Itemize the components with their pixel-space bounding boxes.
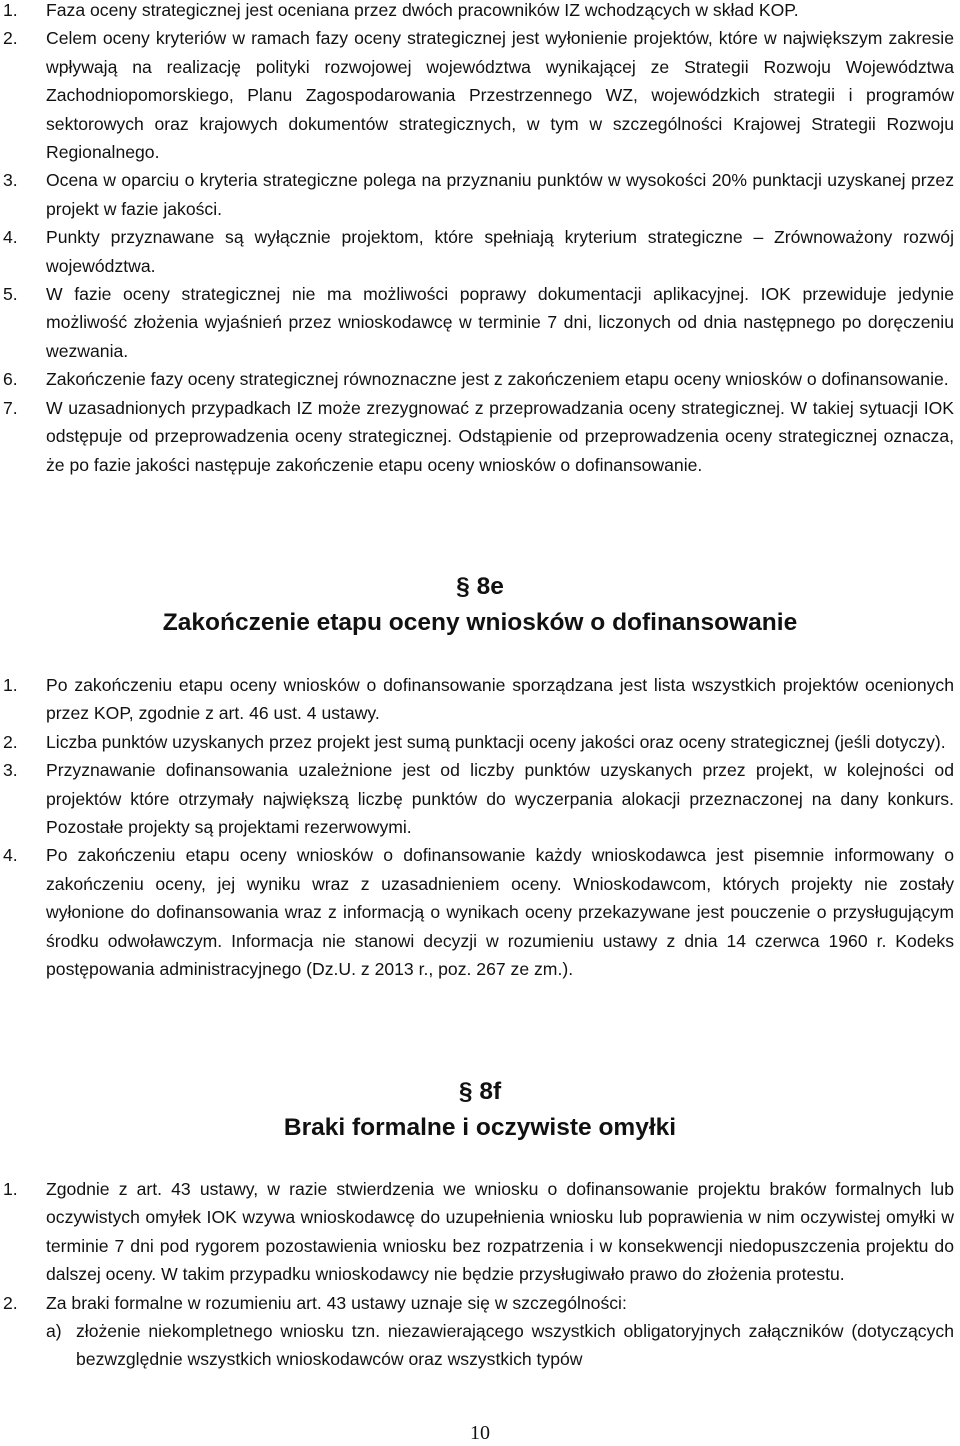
item-number: 4.: [3, 227, 18, 248]
item-text: Po zakończeniu etapu oceny wniosków o dofinansowanie każdy wnioskodawca jest pisemnie informowany o zakończeniu oceny, jej wyniku wraz z uzasadnieniem oceny. Wnioskodawcom, których projekty nie zostały wyłonione do dofinansowania wraz z informacją o wynikach oceny przekazywane jest pouczenie o przysługującym środku odwoławczym. Informacja nie stanowi decyzji w rozumieniu ustawy z dnia 14 czerwca 1960 r. Kodeks postępowania administracyjnego (Dz.U. z 2013 r., poz. 267 ze zm.).: [46, 845, 954, 980]
list-item: [0, 365, 960, 393]
item-text: Faza oceny strategicznej jest oceniana przez dwóch pracowników IZ wchodzących w skład KOP.: [46, 0, 799, 20]
section-number: § 8e: [456, 573, 504, 600]
list-item: [0, 394, 960, 479]
section-heading-8e: [0, 571, 960, 635]
section-title: Braki formalne i oczywiste omyłki: [283, 1114, 677, 1141]
list-item: [0, 1175, 960, 1289]
item-text: Liczba punktów uzyskanych przez projekt jest sumą punktacji oceny jakości oraz oceny strategicznej (jeśli dotyczy).: [46, 731, 946, 752]
item-number: 1.: [3, 1179, 18, 1199]
list-item: [0, 841, 960, 983]
list-item: [0, 671, 960, 728]
list-item: [0, 223, 960, 280]
item-number: 1.: [3, 0, 18, 20]
item-number: 1.: [3, 675, 18, 695]
item-text: Za braki formalne w rozumieniu art. 43 ustawy uznaje się w szczególności:: [46, 1292, 627, 1313]
sub-list-item: [0, 1317, 960, 1374]
list-item: [0, 280, 960, 365]
item-letter: a): [46, 1321, 62, 1342]
item-number: 2.: [3, 1292, 18, 1313]
list-item: [0, 24, 960, 166]
item-number: 3.: [3, 170, 18, 191]
item-text: złożenie niekompletnego wniosku tzn. niezawierającego wszystkich obligatoryjnych załączników (dotyczących bezwzględnie wszystkich wnioskodawców oraz wszystkich typów: [76, 1321, 954, 1370]
list-item: [0, 1289, 960, 1317]
item-text: Ocena w oparciu o kryteria strategiczne polega na przyznaniu punktów w wysokości 20% punktacji uzyskanej przez projekt w fazie jakości.: [46, 170, 954, 219]
item-number: 2.: [3, 731, 18, 752]
item-number: 3.: [3, 760, 18, 781]
item-number: 4.: [3, 845, 18, 866]
page-number: 10: [470, 1422, 490, 1444]
item-number: 7.: [3, 397, 18, 418]
item-text: Celem oceny kryteriów w ramach fazy oceny strategicznej jest wyłonienie projektów, które w największym zakresie wpływają na realizację polityki rozwojowej województwa wynikającej ze Strategii Rozwoju Województwa Zachodniopomorskiego, Planu Zagospodarowania Przestrzennego WZ, wojewódzkich strategii i programów sektorowych oraz krajowych dokumentów strategicznych, w tym w szczególności Krajowej Strategii Rozwoju Regionalnego.: [46, 28, 954, 163]
section-8f-list: [0, 1175, 960, 1374]
section-title: Zakończenie etapu oceny wniosków o dofinansowanie: [162, 609, 798, 636]
item-text: Po zakończeniu etapu oceny wniosków o dofinansowanie sporządzana jest lista wszystkich projektów ocenionych przez KOP, zgodnie z art. 46 ust. 4 ustawy.: [46, 675, 954, 724]
list-item: [0, 166, 960, 223]
section-8e-list: [0, 671, 960, 983]
section-number: § 8f: [458, 1078, 502, 1105]
item-text: Przyznawanie dofinansowania uzależnione jest od liczby punktów uzyskanych przez projekt, w kolejności od projektów które otrzymały największą liczbę punktów do wyczerpania alokacji przeznaczonej na dany konkurs. Pozostałe projekty są projektami rezerwowymi.: [46, 760, 954, 838]
item-text: W fazie oceny strategicznej nie ma możliwości poprawy dokumentacji aplikacyjnej. IOK przewiduje jedynie możliwość złożenia wyjaśnień przez wnioskodawcę w terminie 7 dni, liczonych od dnia następnego po doręczeniu wezwania.: [46, 284, 954, 361]
list-item: [0, 756, 960, 841]
item-text: Zakończenie fazy oceny strategicznej równoznaczne jest z zakończeniem etapu oceny wniosków o dofinansowanie.: [46, 369, 949, 390]
intro-list: [0, 0, 960, 479]
section-heading-8f: [0, 1076, 960, 1140]
list-item: [0, 0, 960, 24]
item-number: 6.: [3, 369, 18, 390]
list-item: [0, 728, 960, 756]
item-text: Punkty przyznawane są wyłącznie projektom, które spełniają kryterium strategiczne – Zrównoważony rozwój województwa.: [46, 227, 954, 276]
item-number: 5.: [3, 284, 18, 305]
item-text: W uzasadnionych przypadkach IZ może zrezygnować z przeprowadzania oceny strategicznej. W takiej sytuacji IOK odstępuje od przeprowadzenia oceny strategicznej. Odstąpienie od przeprowadzenia oceny strategicznej oznacza, że po fazie jakości następuje zakończenie etapu oceny wniosków o dofinansowanie.: [46, 397, 954, 475]
item-text: Zgodnie z art. 43 ustawy, w razie stwierdzenia we wniosku o dofinansowanie projektu braków formalnych lub oczywistych omyłek IOK wzywa wnioskodawcę do uzupełnienia wniosku lub poprawienia w nim oczywistej omyłki w terminie 7 dni pod rygorem pozostawienia wniosku bez rozpatrzenia i w konsekwencji niedopuszczenia projektu do dalszej oceny. W takim przypadku wnioskodawcy nie będzie przysługiwało prawo do złożenia protestu.: [46, 1179, 954, 1285]
item-number: 2.: [3, 28, 18, 49]
